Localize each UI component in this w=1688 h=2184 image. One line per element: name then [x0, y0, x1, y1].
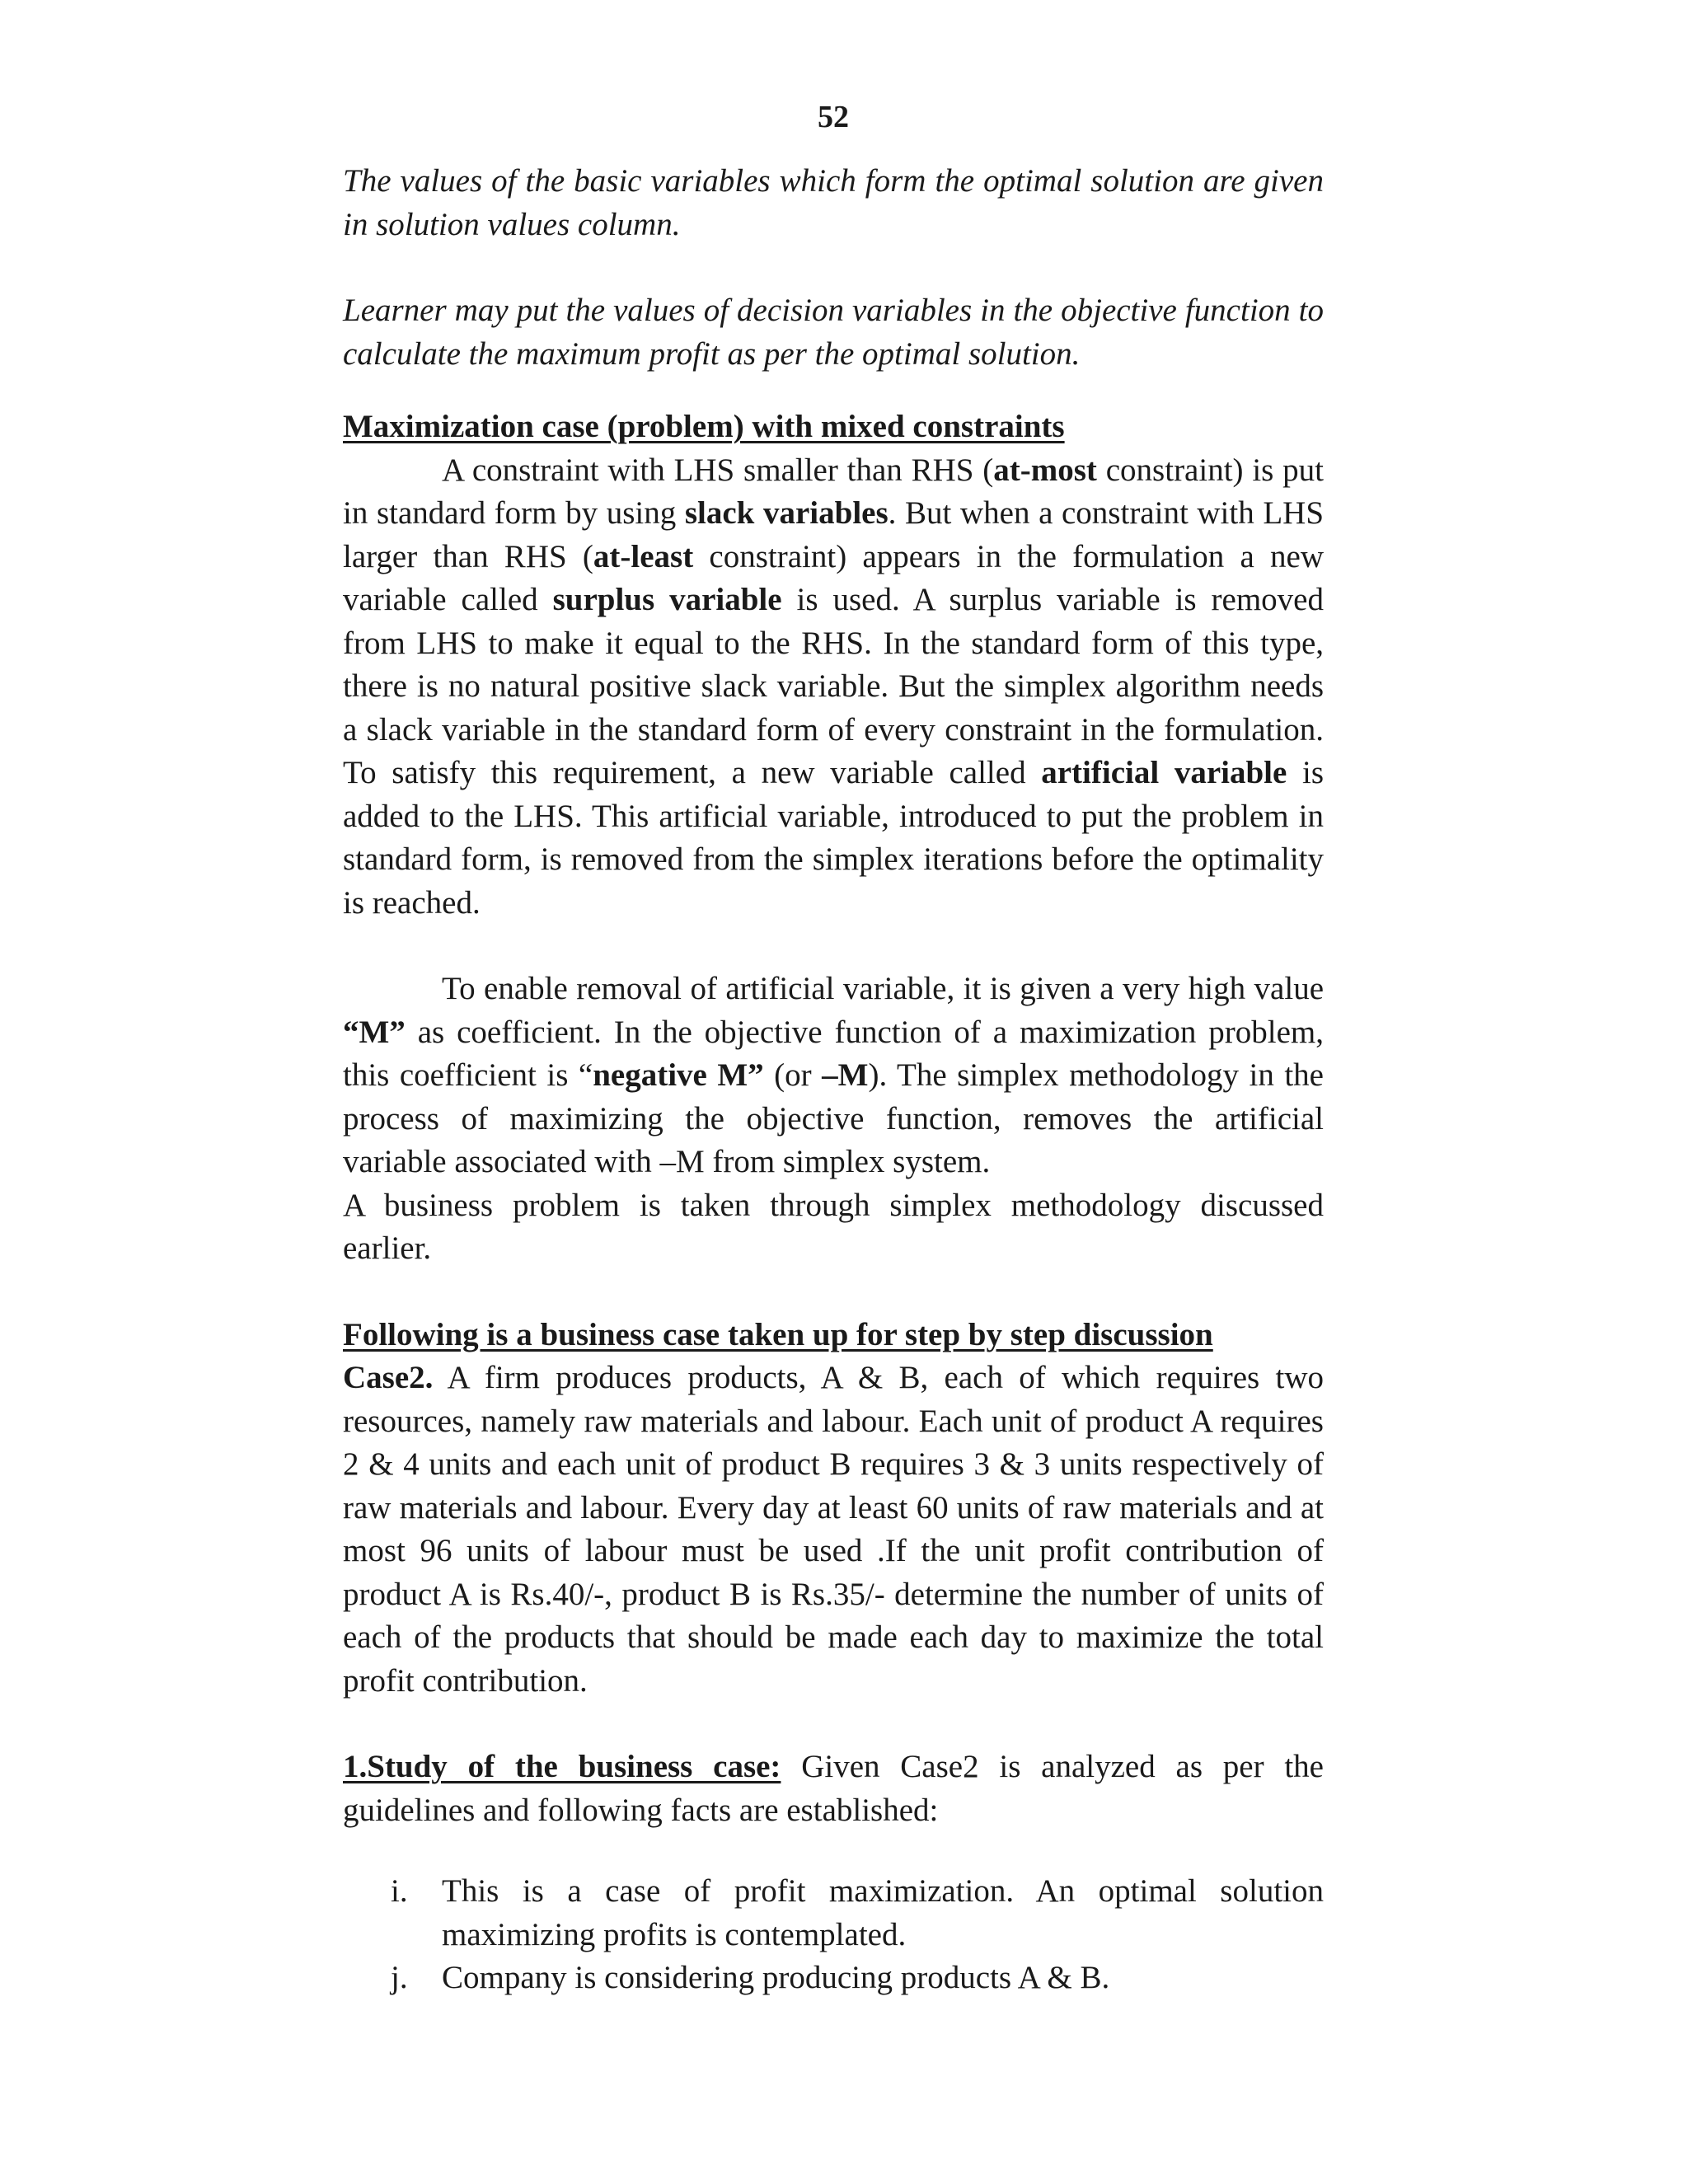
list-item-text: Company is considering producing products A & B. [442, 1960, 1110, 1995]
page-number: 52 [818, 100, 849, 134]
term-at-least: at-least [593, 538, 694, 574]
term-slack-variables: slack variables [684, 495, 889, 531]
case-label: Case2. [343, 1360, 434, 1395]
heading-text: Following is a business case taken up for step by step discussion [343, 1316, 1213, 1352]
list-marker: j. [391, 1960, 408, 1995]
heading-text: Maximization case (problem) with mixed constraints [343, 409, 1065, 444]
list-marker: i. [391, 1873, 408, 1909]
document-page [343, 92, 1324, 2000]
paragraph-study-of-business-case: 1.Study of the business case: Given Case2 is analyzed as per the guidelines and following facts are established: [343, 1749, 1324, 1828]
term-artificial-variable: artificial variable [1041, 755, 1287, 790]
paragraph-big-m-explanation: To enable removal of artificial variable, it is given a very high value “M” as coefficient. In the objective function of a maximization problem, this coefficient is “negative M” (or –M). The simplex methodology in the process of maximizing the objective function, removes the artificial variable associated with –M from simplex system. [343, 971, 1324, 1179]
intro-paragraph-solution-values: The values of the basic variables which form the optimal solution are given in solution values column. [343, 163, 1324, 242]
term-surplus-variable: surplus variable [552, 582, 782, 617]
facts-list [343, 1870, 1324, 2000]
paragraph-case2: Case2. A firm produces products, A & B, each of which requires two resources, namely raw materials and labour. Each unit of product A requires 2 & 4 units and each unit of product B requires 3 & 3 units respectively of raw materials and labour. Every day at least 60 units of raw materials and at most 96 units of labour must be used .If the unit profit contribution of product A is Rs.40/-, product B is Rs.35/- determine the number of units of each of the products that should be made each day to maximize the total profit contribution. [343, 1360, 1324, 1699]
section-heading-mixed-constraints [343, 405, 1324, 449]
paragraph-business-problem-intro: A business problem is taken through simplex methodology discussed earlier. [343, 1187, 1324, 1266]
term-at-most: at-most [993, 452, 1097, 488]
paragraph-constraints-explanation: A constraint with LHS smaller than RHS (at-most constraint) is put in standard form by using slack variables. But when a constraint with LHS larger than RHS (at-least constraint) appears in the formulation a new variable called surplus variable is used. A surplus variable is removed from LHS to make it equal to the RHS. In the standard form of this type, there is no natural positive slack variable. But the simplex algorithm needs a slack variable in the standard form of every constraint in the formulation. To satisfy this requirement, a new variable called artificial variable is added to the LHS. This artificial variable, introduced to put the problem in standard form, is removed from the simplex iterations before the optimality is reached. [343, 452, 1325, 921]
list-item [343, 1870, 1324, 1957]
study-heading: 1.Study of the business case: [343, 1749, 781, 1784]
list-item [343, 1957, 1324, 2000]
intro-paragraph-objective-function: Learner may put the values of decision variables in the objective function to calculate the maximum profit as per the optimal solution. [343, 293, 1324, 372]
term-negative-m: negative M” [593, 1057, 764, 1093]
term-m: “M” [343, 1014, 406, 1050]
section-heading-business-case [343, 1314, 1324, 1357]
term-minus-m: –M [822, 1057, 869, 1093]
list-item-text: This is a case of profit maximization. An optimal solution maximizing profits is contemplated. [442, 1873, 1324, 1952]
